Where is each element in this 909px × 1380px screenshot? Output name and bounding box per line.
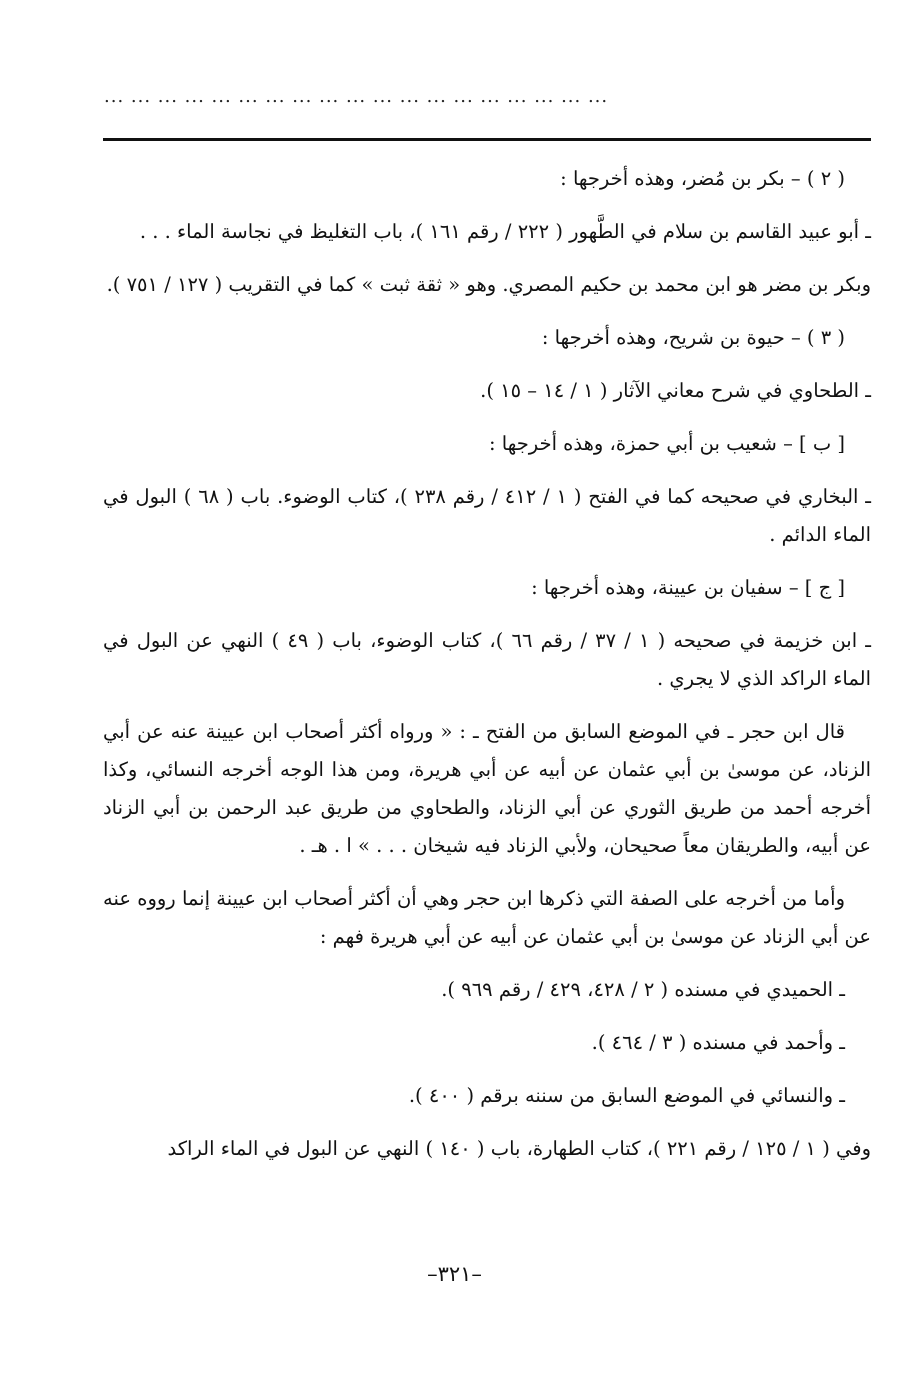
citation-tahawi: ـ الطحاوي في شرح معاني الآثار ( ١ / ١٤ – ١٥ ).: [480, 379, 871, 402]
footnote-dots: ... ... ... ... ... ... ... ... ... ... ... ... ... ... ... ... ... ... ...: [104, 86, 609, 107]
citation-abu-ubaid: ـ أبو عبيد القاسم بن سلام في الطَّهور ( ٢٢٢ / رقم ١٦١ )، باب التغليظ في نجاسة الماء . . .: [139, 220, 871, 243]
citation-bukhari: ـ البخاري في صحيحه كما في الفتح ( ١ / ٤١٢ / رقم ٢٣٨ )، كتاب الوضوء. باب ( ٦٨ ) البول في الماء الدائم .: [103, 485, 872, 546]
citation-ibn-khuzayma: ـ ابن خزيمة في صحيحه ( ١ / ٣٧ / رقم ٦٦ )، كتاب الوضوء، باب ( ٤٩ ) النهي عن البول في الماء الراكد الذي لا يجري .: [103, 629, 872, 690]
citation-humaydi: ـ الحميدي في مسنده ( ٢ / ٤٢٨، ٤٢٩ / رقم ٩٦٩ ).: [441, 978, 845, 1001]
page-number: –٣٢١–: [427, 1262, 482, 1286]
sub-heading-bakr: ( ٢ ) – بكر بن مُضر، وهذه أخرجها :: [560, 167, 845, 190]
sub-heading-sufyan: [ ج ] – سفيان بن عيينة، وهذه أخرجها :: [531, 576, 845, 599]
note-bakr-ibn-mudar: وبكر بن مضر هو ابن محمد بن حكيم المصري. وهو « ثقة ثبت » كما في التقريب ( ١٢٧ / ٧٥١ ).: [106, 273, 871, 296]
paragraph-narrators: وأما من أخرجه على الصفة التي ذكرها ابن حجر وهي أن أكثر أصحاب ابن عيينة إنما رووه عنه عن أبي الزناد عن موسىٰ بن أبي عثمان عن أبيه عن أبي هريرة فهم :: [103, 887, 871, 948]
footnote-body: [103, 160, 871, 1183]
citation-nasai: ـ والنسائي في الموضع السابق من سننه برقم ( ٤٠٠ ).: [408, 1084, 845, 1107]
citation-ahmad: ـ وأحمد في مسنده ( ٣ / ٤٦٤ ).: [591, 1031, 845, 1054]
sub-heading-shuayb: [ ب ] – شعيب بن أبي حمزة، وهذه أخرجها :: [489, 432, 845, 455]
quote-ibn-hajar: قال ابن حجر ـ في الموضع السابق من الفتح ـ : « ورواه أكثر أصحاب ابن عيينة عنه عن أبي الزناد، عن موسىٰ بن أبي عثمان عن أبيه عن أبي هريرة، ومن هذا الوجه أخرجه النسائي، وكذا أخرجه أحمد من طريق الثوري عن أبي الزناد، والطحاوي من طريق عبد الرحمن بن أبي الزناد عن أبيه، والطريقان معاً صحيحان، ولأبي الزناد فيه شيخان . . . » ا . هـ .: [103, 720, 871, 857]
footnote-separator-rule: [103, 138, 871, 141]
citation-continuation: وفي ( ١ / ١٢٥ / رقم ٢٢١ )، كتاب الطهارة، باب ( ١٤٠ ) النهي عن البول في الماء الراكد: [167, 1137, 871, 1160]
sub-heading-haywa: ( ٣ ) – حيوة بن شريح، وهذه أخرجها :: [541, 326, 845, 349]
